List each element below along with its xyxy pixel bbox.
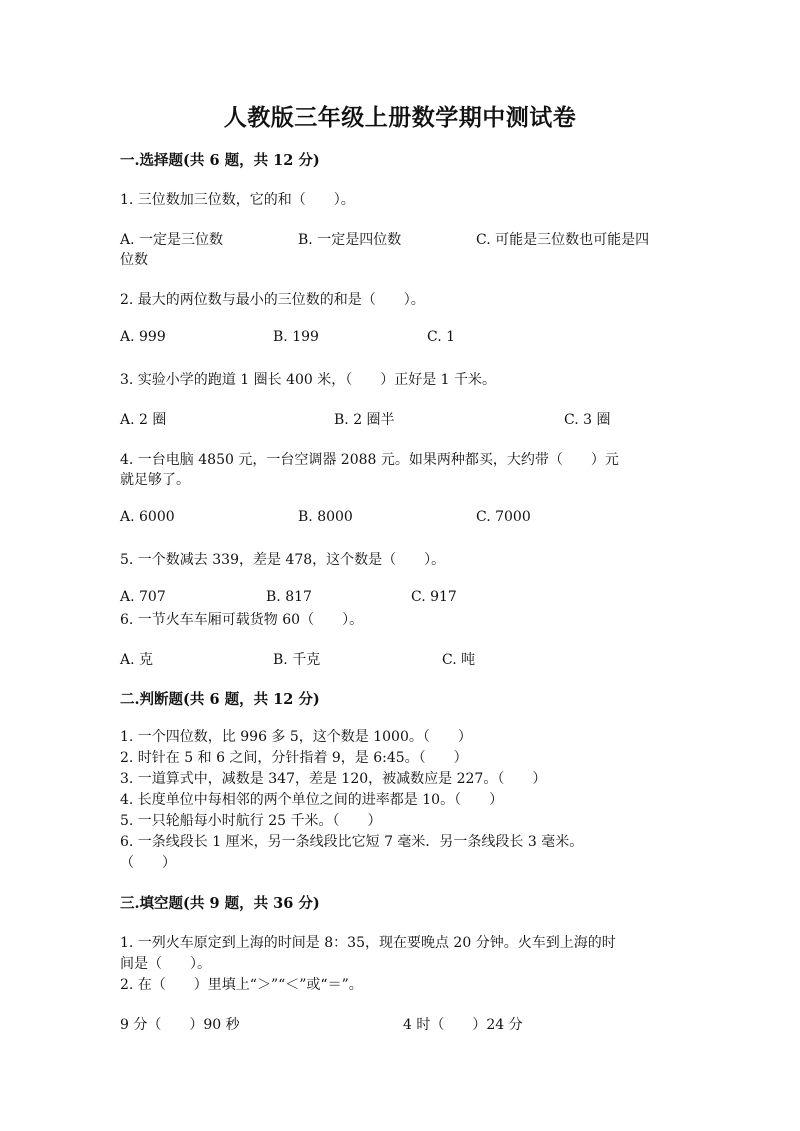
choice-q6-option-c: C. 吨 <box>442 652 476 668</box>
fill-compare-1: 9 分（ ）90 秒 <box>120 1017 240 1033</box>
choice-q6-option-b: B. 千克 <box>273 652 321 668</box>
fill-item-2: 2. 在（ ）里填上“＞”“＜”或“＝”。 <box>120 977 363 993</box>
choice-q3-option-c: C. 3 圈 <box>564 412 611 428</box>
judge-item-2: 2. 时针在 5 和 6 之间，分针指着 9，是 6:45。（ ） <box>120 750 468 766</box>
choice-q2-stem: 2. 最大的两位数与最小的三位数的和是（ ）。 <box>120 292 425 308</box>
judge-item-3: 3. 一道算式中，减数是 347，差是 120，被减数应是 227。（ ） <box>120 771 547 787</box>
fill-compare-2: 4 时（ ）24 分 <box>403 1017 523 1033</box>
choice-q4-option-c: C. 7000 <box>476 509 531 525</box>
choice-q1-option-b: B. 一定是四位数 <box>298 232 402 248</box>
choice-q4-stem-wrap: 就足够了。 <box>120 472 190 488</box>
choice-q4-stem: 4. 一台电脑 4850 元，一台空调器 2088 元。如果两种都买，大约带（ ）元 <box>120 452 619 468</box>
choice-q6-stem: 6. 一节火车车厢可载货物 60（ ）。 <box>120 612 364 628</box>
choice-q1-option-c-wrap: 位数 <box>120 252 148 268</box>
choice-q3-option-a: A. 2 圈 <box>120 412 167 428</box>
choice-q5-option-c: C. 917 <box>411 589 457 605</box>
choice-q3-option-b: B. 2 圈半 <box>334 412 395 428</box>
choice-q1-option-a: A. 一定是三位数 <box>120 232 224 248</box>
judge-item-5: 5. 一只轮船每小时航行 25 千米。（ ） <box>120 813 382 829</box>
choice-q2-option-b: B. 199 <box>273 329 319 345</box>
fill-item-1-wrap: 间是（ ）。 <box>120 956 211 972</box>
section-heading-fill: 三.填空题(共 9 题，共 36 分) <box>120 895 320 912</box>
choice-q4-option-b: B. 8000 <box>298 509 353 525</box>
judge-item-1: 1. 一个四位数，比 996 多 5，这个数是 1000。（ ） <box>120 729 472 745</box>
choice-q6-option-a: A. 克 <box>120 652 154 668</box>
page-title: 人教版三年级上册数学期中测试卷 <box>223 104 577 131</box>
judge-item-6-wrap: （ ） <box>120 855 176 871</box>
section-heading-choice: 一.选择题(共 6 题，共 12 分) <box>120 152 320 169</box>
choice-q2-option-a: A. 999 <box>120 329 166 345</box>
choice-q3-stem: 3. 实验小学的跑道 1 圈长 400 米，（ ）正好是 1 千米。 <box>120 372 497 388</box>
choice-q1-stem: 1. 三位数加三位数，它的和（ ）。 <box>120 192 355 208</box>
choice-q4-option-a: A. 6000 <box>120 509 175 525</box>
choice-q5-stem: 5. 一个数减去 339，差是 478，这个数是（ ）。 <box>120 552 446 568</box>
judge-item-6: 6. 一条线段长 1 厘米，另一条线段比它短 7 毫米．另一条线段长 3 毫米。 <box>120 834 584 850</box>
choice-q5-option-b: B. 817 <box>266 589 312 605</box>
judge-item-4: 4. 长度单位中每相邻的两个单位之间的进率都是 10。（ ） <box>120 792 504 808</box>
choice-q2-option-c: C. 1 <box>427 329 456 345</box>
choice-q1-option-c: C. 可能是三位数也可能是四 <box>476 232 650 248</box>
choice-q5-option-a: A. 707 <box>120 589 166 605</box>
fill-item-1: 1. 一列火车原定到上海的时间是 8：35，现在要晚点 20 分钟。火车到上海的时 <box>120 935 616 951</box>
section-heading-judge: 二.判断题(共 6 题，共 12 分) <box>120 691 320 708</box>
